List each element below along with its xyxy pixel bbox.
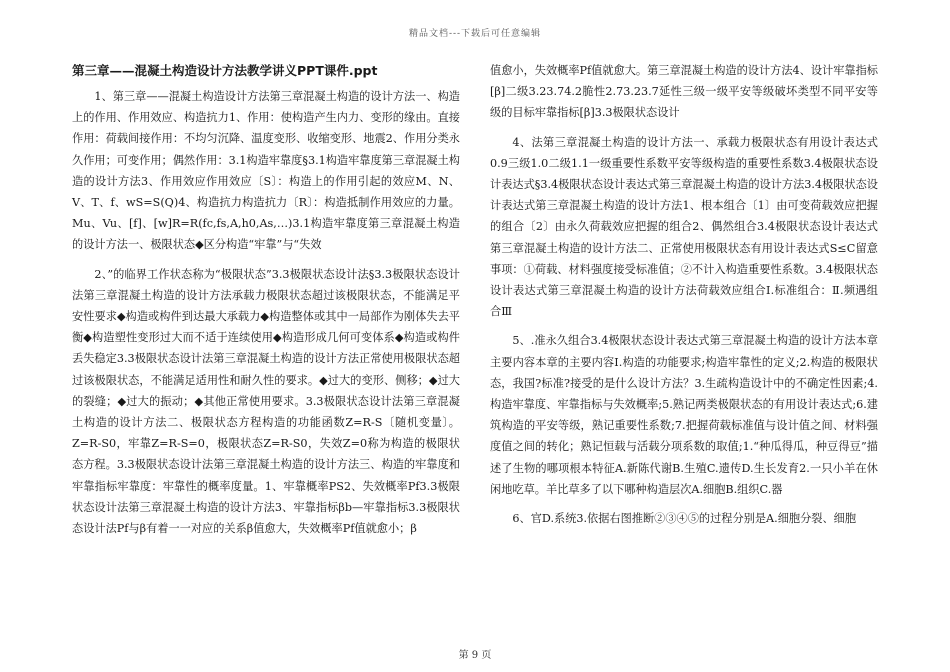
left-column (72, 60, 460, 547)
document-title: 第三章——混凝土构造设计方法教学讲义PPT课件.ppt (72, 63, 378, 78)
paragraph: 2、”的临界工作状态称为“极限状态”3.3极限状态设计法§3.3极限状态设计法第三章混凝土构造的设计方法承载力极限状态超过该极限状态，不能满足平安性要求◆构造或构件到达最大承载力◆构造整体或其中一局部作为刚体失去平衡◆构造塑性变形过大而不适于连续使用◆构造形成几何可变体系◆构造或构件丢失稳定3.3极限状态设计法第三章混凝土构造的设计方法正常使用极限状态超过该极限状态，不能满足适用性和耐久性的要求。◆过大的变形、侧移；◆过大的裂缝；◆过大的振动；◆其他正常使用要求。3.3极限状态设计法第三章混凝土构造的设计方法二、极限状态方程构造的功能函数Z=R-S〔随机变量〕。Z=R-S0，牢靠Z=R-S=0，极限状态Z=R-S0，失效Z=0称为构造的极限状态方程。3.3极限状态设计法第三章混凝土构造的设计方法三、构造的牢靠度和牢靠指标牢靠度：牢靠性的概率度量。1、牢靠概率PS2、失效概率Pf3.3极限状态设计法第三章混凝土构造的设计方法3、牢靠指标βb—牢靠指标3.3极限状态设计法Pf与β有着一一对应的关系β值愈大，失效概率Pf值就愈小；β (72, 267, 460, 536)
page-number: 第 9 页 (458, 650, 492, 661)
paragraph: 5、.准永久组合3.4极限状态设计表达式第三章混凝土构造的设计方法本章主要内容本章的主要内容Ⅰ.构造的功能要求;构造牢靠性的定义;2.构造的极限状态，我国?标准?接受的是什么设计方法？3.生疏构造设计中的不确定性因素;4.构造牢靠度、牢靠指标与失效概率;5.熟记两类极限状态的有用设计表达式;6.建筑构造的平安等级，熟记重要性系数;7.把握荷载标准值与设计值之间、材料强度值之间的转化；熟记恒载与活载分项系数的取值;1.“种瓜得瓜，种豆得豆”描述了生物的哪项根本特征A.新陈代谢B.生殖C.遗传D.生长发育2.一只小羊在休闲地吃草。羊比草多了以下哪种构造层次A.细胞B.组织C.器 (490, 334, 878, 496)
paragraph: 6、官D.系统3.依据右图推断②③④⑤的过程分别是A.细胞分裂、细胞 (512, 512, 857, 526)
paragraph: 1、第三章——混凝土构造设计方法第三章混凝土构造的设计方法一、构造上的作用、作用效应、构造抗力1、作用：使构造产生内力、变形的缘由。直接作用：荷载间接作用：不均匀沉降、温度变形、收缩变形、地震2、作用分类永久作用；可变作用；偶然作用：3.1构造牢靠度§3.1构造牢靠度第三章混凝土构造的设计方法3、作用效应作用效应〔S〕：构造上的作用引起的效应M、N、V、T、f、wS=S(Q)4、构造抗力构造抗力〔R〕：构造抵制作用效应的力量。Mu、Vu、[f]、[w]R=R(fc,fs,A,h0,As,…)3.1构造牢靠度第三章混凝土构造的设计方法一、极限状态◆区分构造“牢靠”与“失效 (72, 90, 460, 252)
right-column (490, 60, 878, 537)
paragraph: 4、法第三章混凝土构造的设计方法一、承载力极限状态有用设计表达式0.9三级1.0二级1.1一级重要性系数平安等级构造的重要性系数3.4极限状态设计表达式§3.4极限状态设计表达式第三章混凝土构造的设计方法3.4极限状态设计表达式第三章混凝土构造的设计方法1、根本组合〔1〕由可变荷载效应把握的组合〔2〕由永久荷载效应把握的组合2、偶然组合3.4极限状态设计表达式第三章混凝土构造的设计方法二、正常使用极限状态有用设计表达式S≤C留意事项：①荷载、材料强度接受标准值；②不计入构造重要性系数。3.4极限状态设计表达式第三章混凝土构造的设计方法荷载效应组合Ⅰ.标准组合：Ⅱ.频遇组合Ⅲ (490, 135, 878, 319)
header-note: 精品文档---下载后可任意编辑 (408, 29, 542, 39)
paragraph: 值愈小，失效概率Pf值就愈大。第三章混凝土构造的设计方法4、设计牢靠指标[β]二级3.23.74.2脆性2.73.23.7延性三级一级平安等级破坏类型不同平安等级的目标牢靠指标[β]3.3极限状态设计 (490, 64, 878, 120)
